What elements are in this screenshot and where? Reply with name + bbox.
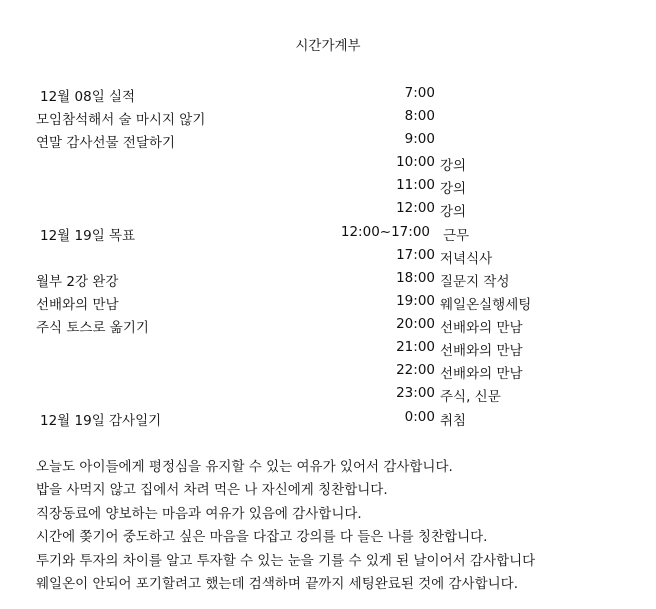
- schedule-activity: 근무: [443, 228, 470, 244]
- result-item: 연말 감사선물 전달하기: [36, 135, 175, 151]
- schedule-activity: 선배와의 만남: [440, 320, 523, 336]
- date-heading-results: 12월 08일 실적: [40, 89, 136, 105]
- goal-item: 주식 토스로 옮기기: [36, 320, 149, 336]
- schedule-activity: 주식, 신문: [440, 389, 501, 405]
- schedule-time: 10:00: [396, 154, 435, 170]
- gratitude-line: 시간에 쫒기어 중도하고 싶은 마음을 다잡고 강의를 다 들은 나를 칭찬합니다.: [36, 529, 488, 546]
- date-heading-gratitude: 12월 19일 감사일기: [40, 413, 162, 429]
- gratitude-line: 오늘도 아이들에게 평정심을 유지할 수 있는 여유가 있어서 감사합니다.: [36, 459, 453, 475]
- schedule-time: 8:00: [404, 108, 435, 124]
- schedule-activity: 선배와의 만남: [440, 366, 523, 382]
- schedule-time: 17:00: [396, 247, 435, 263]
- schedule-time: 18:00: [396, 270, 435, 286]
- schedule-time: 12:00: [396, 200, 435, 216]
- schedule-time: 9:00: [404, 131, 435, 147]
- schedule-activity: 저녁식사: [440, 251, 493, 267]
- schedule-activity: 강의: [440, 204, 467, 220]
- gratitude-line: 웨일온이 안되어 포기할려고 했는데 검색하며 끝까지 세팅완료된 것에 감사합니다.: [36, 575, 519, 592]
- goal-item: 선배와의 만남: [36, 297, 119, 313]
- schedule-time: 22:00: [396, 362, 435, 378]
- schedule-activity: 선배와의 만남: [440, 343, 523, 359]
- schedule-time: 20:00: [396, 316, 435, 332]
- schedule-activity: 강의: [440, 158, 467, 174]
- schedule-time: 0:00: [404, 409, 435, 425]
- schedule-time: 12:00~17:00: [340, 224, 430, 240]
- schedule-time: 7:00: [404, 85, 435, 101]
- schedule-activity: 웨일온실행세팅: [440, 297, 532, 313]
- schedule-activity: 강의: [440, 181, 467, 197]
- document-title: 시간가계부: [295, 38, 361, 54]
- result-item: 모임참석해서 술 마시지 않기: [36, 112, 206, 128]
- gratitude-line: 투기와 투자의 차이를 알고 투자할 수 있는 눈을 기를 수 있게 된 날이어서 감사합니다: [36, 552, 536, 569]
- schedule-time: 23:00: [396, 385, 435, 401]
- date-heading-goals: 12월 19일 목표: [40, 228, 136, 244]
- gratitude-line: 직장동료에 양보하는 마음과 여유가 있음에 감사합니다.: [36, 505, 362, 522]
- schedule-time: 19:00: [396, 293, 435, 309]
- schedule-activity: 취침: [440, 413, 467, 429]
- schedule-activity: 질문지 작성: [440, 274, 510, 290]
- gratitude-diary: [36, 456, 535, 596]
- goal-item: 월부 2강 완강: [36, 274, 119, 290]
- schedule-time: 21:00: [396, 339, 435, 355]
- gratitude-line: 밥을 사먹지 않고 집에서 차려 먹은 나 자신에게 칭찬합니다.: [36, 482, 388, 499]
- schedule-time: 11:00: [396, 177, 435, 193]
